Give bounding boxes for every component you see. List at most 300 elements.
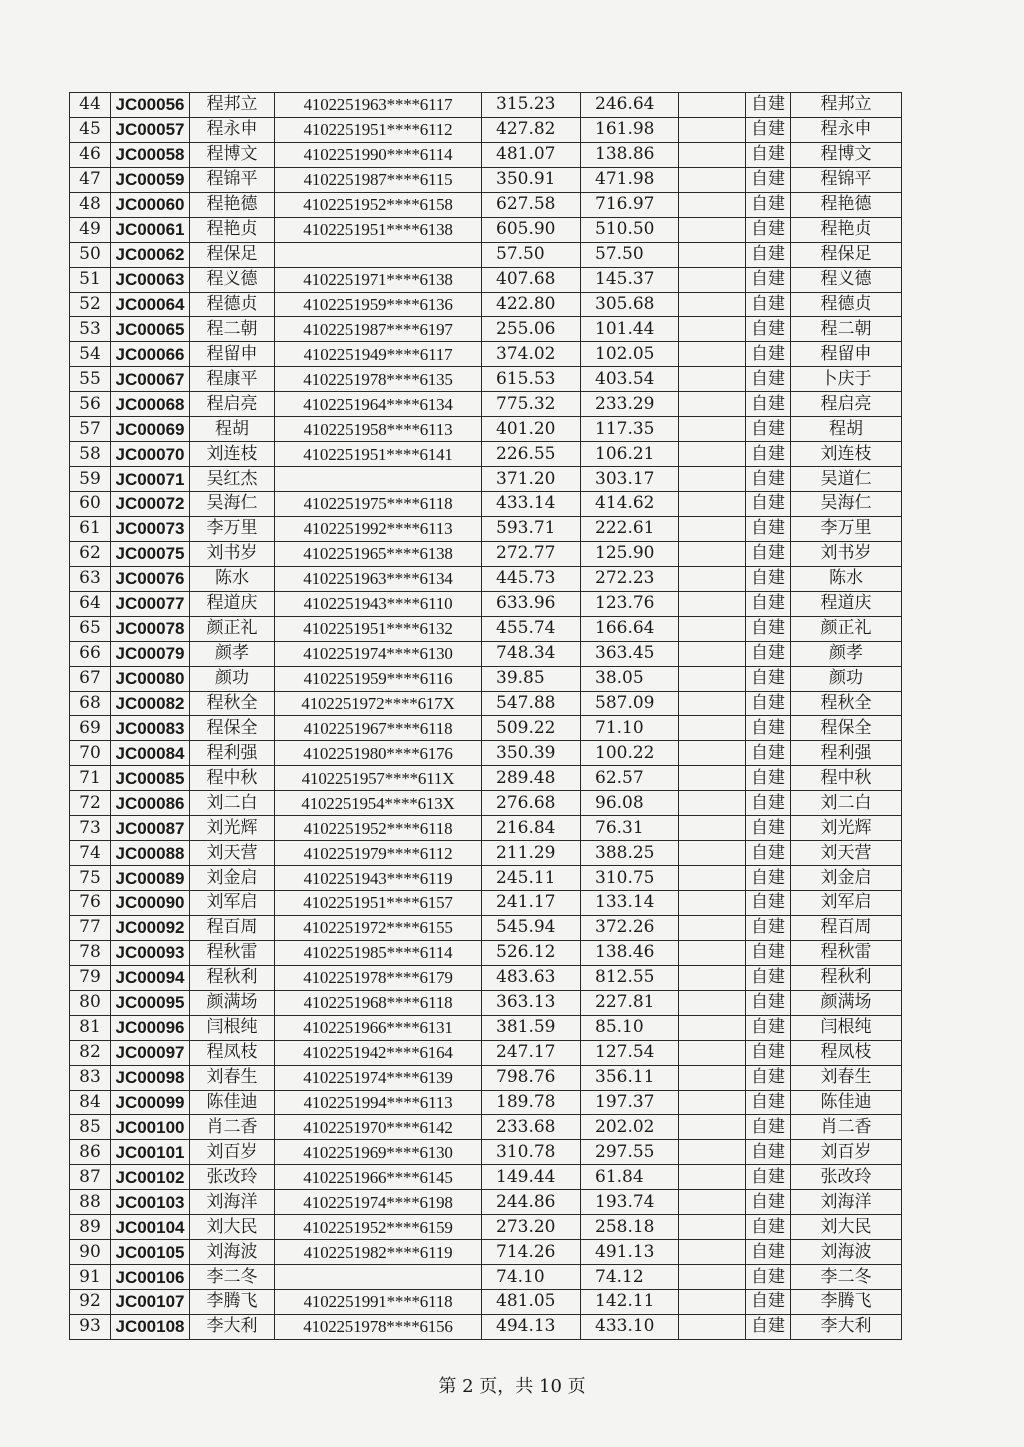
id-number-cell: 4102251966****6131 — [275, 1015, 482, 1040]
owner-cell: 颜满场 — [791, 990, 902, 1015]
area-1-cell: 407.68 — [482, 267, 581, 292]
id-number-cell: 4102251994****6113 — [275, 1090, 482, 1115]
row-index-cell: 69 — [70, 716, 111, 741]
area-1-cell: 273.20 — [482, 1215, 581, 1240]
record-code-cell: JC00057 — [111, 117, 190, 142]
area-2-cell: 372.26 — [581, 915, 679, 940]
row-index-cell: 90 — [70, 1240, 111, 1265]
record-code-cell: JC00108 — [111, 1314, 190, 1339]
area-2-cell: 102.05 — [581, 342, 679, 367]
table-row — [70, 1165, 902, 1190]
area-1-cell: 633.96 — [482, 591, 581, 616]
build-type-cell: 自建 — [746, 1240, 791, 1265]
area-2-cell: 471.98 — [581, 167, 679, 192]
id-number-cell: 4102251963****6117 — [275, 93, 482, 118]
table-row — [70, 616, 902, 641]
row-index-cell: 92 — [70, 1290, 111, 1315]
name-cell: 程永申 — [190, 117, 275, 142]
build-type-cell: 自建 — [746, 292, 791, 317]
build-type-cell: 自建 — [746, 342, 791, 367]
row-index-cell: 46 — [70, 142, 111, 167]
area-2-cell: 161.98 — [581, 117, 679, 142]
name-cell: 程义德 — [190, 267, 275, 292]
blank-cell — [679, 891, 746, 916]
name-cell: 刘春生 — [190, 1065, 275, 1090]
record-code-cell: JC00099 — [111, 1090, 190, 1115]
area-2-cell: 716.97 — [581, 192, 679, 217]
id-number-cell: 4102251958****6113 — [275, 417, 482, 442]
area-1-cell: 276.68 — [482, 791, 581, 816]
area-2-cell: 101.44 — [581, 317, 679, 342]
area-1-cell: 526.12 — [482, 940, 581, 965]
row-index-cell: 63 — [70, 566, 111, 591]
name-cell: 刘连枝 — [190, 442, 275, 467]
row-index-cell: 62 — [70, 541, 111, 566]
area-1-cell: 371.20 — [482, 467, 581, 492]
record-code-cell: JC00075 — [111, 541, 190, 566]
name-cell: 程秋雷 — [190, 940, 275, 965]
area-2-cell: 145.37 — [581, 267, 679, 292]
build-type-cell: 自建 — [746, 192, 791, 217]
area-2-cell: 272.23 — [581, 566, 679, 591]
build-type-cell: 自建 — [746, 392, 791, 417]
id-number-cell: 4102251971****6138 — [275, 267, 482, 292]
blank-cell — [679, 741, 746, 766]
table-row — [70, 1314, 902, 1339]
table-row — [70, 766, 902, 791]
row-index-cell: 72 — [70, 791, 111, 816]
row-index-cell: 79 — [70, 965, 111, 990]
record-code-cell: JC00094 — [111, 965, 190, 990]
id-number-cell: 4102251952****6118 — [275, 816, 482, 841]
row-index-cell: 80 — [70, 990, 111, 1015]
area-2-cell: 356.11 — [581, 1065, 679, 1090]
area-2-cell: 166.64 — [581, 616, 679, 641]
blank-cell — [679, 591, 746, 616]
owner-cell: 刘天营 — [791, 841, 902, 866]
row-index-cell: 73 — [70, 816, 111, 841]
area-2-cell: 202.02 — [581, 1115, 679, 1140]
id-number-cell: 4102251992****6113 — [275, 516, 482, 541]
area-1-cell: 433.14 — [482, 492, 581, 517]
owner-cell: 程秋利 — [791, 965, 902, 990]
blank-cell — [679, 292, 746, 317]
record-code-cell: JC00084 — [111, 741, 190, 766]
table-row — [70, 142, 902, 167]
area-1-cell: 627.58 — [482, 192, 581, 217]
owner-cell: 李万里 — [791, 516, 902, 541]
area-1-cell: 289.48 — [482, 766, 581, 791]
table-row — [70, 990, 902, 1015]
table-row — [70, 442, 902, 467]
area-2-cell: 74.12 — [581, 1265, 679, 1290]
owner-cell: 吴道仁 — [791, 467, 902, 492]
blank-cell — [679, 816, 746, 841]
name-cell: 程凤枝 — [190, 1040, 275, 1065]
area-1-cell: 363.13 — [482, 990, 581, 1015]
owner-cell: 程永申 — [791, 117, 902, 142]
owner-cell: 李腾飞 — [791, 1290, 902, 1315]
record-code-cell: JC00092 — [111, 915, 190, 940]
record-code-cell: JC00103 — [111, 1190, 190, 1215]
blank-cell — [679, 93, 746, 118]
row-index-cell: 48 — [70, 192, 111, 217]
table-row — [70, 891, 902, 916]
row-index-cell: 77 — [70, 915, 111, 940]
blank-cell — [679, 866, 746, 891]
row-index-cell: 55 — [70, 367, 111, 392]
area-2-cell: 246.64 — [581, 93, 679, 118]
area-1-cell: 226.55 — [482, 442, 581, 467]
name-cell: 李大利 — [190, 1314, 275, 1339]
row-index-cell: 68 — [70, 691, 111, 716]
record-code-cell: JC00062 — [111, 242, 190, 267]
table-row — [70, 492, 902, 517]
owner-cell: 程留申 — [791, 342, 902, 367]
table-row — [70, 716, 902, 741]
blank-cell — [679, 467, 746, 492]
row-index-cell: 78 — [70, 940, 111, 965]
record-code-cell: JC00060 — [111, 192, 190, 217]
name-cell: 程艳德 — [190, 192, 275, 217]
blank-cell — [679, 267, 746, 292]
record-code-cell: JC00064 — [111, 292, 190, 317]
area-1-cell: 483.63 — [482, 965, 581, 990]
build-type-cell: 自建 — [746, 217, 791, 242]
owner-cell: 刘书岁 — [791, 541, 902, 566]
build-type-cell: 自建 — [746, 891, 791, 916]
row-index-cell: 81 — [70, 1015, 111, 1040]
id-number-cell: 4102251968****6118 — [275, 990, 482, 1015]
row-index-cell: 51 — [70, 267, 111, 292]
build-type-cell: 自建 — [746, 866, 791, 891]
area-1-cell: 216.84 — [482, 816, 581, 841]
row-index-cell: 84 — [70, 1090, 111, 1115]
area-1-cell: 211.29 — [482, 841, 581, 866]
area-2-cell: 258.18 — [581, 1215, 679, 1240]
area-2-cell: 106.21 — [581, 442, 679, 467]
table-row — [70, 267, 902, 292]
row-index-cell: 86 — [70, 1140, 111, 1165]
blank-cell — [679, 1140, 746, 1165]
name-cell: 刘军启 — [190, 891, 275, 916]
build-type-cell: 自建 — [746, 417, 791, 442]
row-index-cell: 88 — [70, 1190, 111, 1215]
table-row — [70, 1215, 902, 1240]
name-cell: 程百周 — [190, 915, 275, 940]
id-number-cell: 4102251943****6110 — [275, 591, 482, 616]
row-index-cell: 93 — [70, 1314, 111, 1339]
id-number-cell — [275, 467, 482, 492]
row-index-cell: 45 — [70, 117, 111, 142]
build-type-cell: 自建 — [746, 791, 791, 816]
table-row — [70, 841, 902, 866]
name-cell: 程保全 — [190, 716, 275, 741]
blank-cell — [679, 915, 746, 940]
id-number-cell: 4102251951****6157 — [275, 891, 482, 916]
blank-cell — [679, 691, 746, 716]
id-number-cell: 4102251964****6134 — [275, 392, 482, 417]
name-cell: 程秋全 — [190, 691, 275, 716]
table-row — [70, 1090, 902, 1115]
owner-cell: 程邦立 — [791, 93, 902, 118]
name-cell: 程康平 — [190, 367, 275, 392]
blank-cell — [679, 442, 746, 467]
id-number-cell: 4102251952****6159 — [275, 1215, 482, 1240]
id-number-cell: 4102251942****6164 — [275, 1040, 482, 1065]
owner-cell: 程义德 — [791, 267, 902, 292]
table-row — [70, 1265, 902, 1290]
build-type-cell: 自建 — [746, 666, 791, 691]
table-row — [70, 965, 902, 990]
record-code-cell: JC00068 — [111, 392, 190, 417]
row-index-cell: 65 — [70, 616, 111, 641]
build-type-cell: 自建 — [746, 442, 791, 467]
name-cell: 陈水 — [190, 566, 275, 591]
blank-cell — [679, 1015, 746, 1040]
owner-cell: 程秋全 — [791, 691, 902, 716]
record-code-cell: JC00058 — [111, 142, 190, 167]
area-1-cell: 455.74 — [482, 616, 581, 641]
name-cell: 刘二白 — [190, 791, 275, 816]
build-type-cell: 自建 — [746, 242, 791, 267]
build-type-cell: 自建 — [746, 965, 791, 990]
table-row — [70, 1040, 902, 1065]
table-row — [70, 1115, 902, 1140]
name-cell: 程胡 — [190, 417, 275, 442]
area-1-cell: 481.05 — [482, 1290, 581, 1315]
area-1-cell: 547.88 — [482, 691, 581, 716]
name-cell: 颜正礼 — [190, 616, 275, 641]
row-index-cell: 74 — [70, 841, 111, 866]
build-type-cell: 自建 — [746, 816, 791, 841]
record-code-cell: JC00087 — [111, 816, 190, 841]
record-code-cell: JC00090 — [111, 891, 190, 916]
area-2-cell: 414.62 — [581, 492, 679, 517]
area-2-cell: 76.31 — [581, 816, 679, 841]
name-cell: 刘百岁 — [190, 1140, 275, 1165]
record-code-cell: JC00066 — [111, 342, 190, 367]
record-code-cell: JC00063 — [111, 267, 190, 292]
blank-cell — [679, 1165, 746, 1190]
id-number-cell: 4102251954****613X — [275, 791, 482, 816]
blank-cell — [679, 142, 746, 167]
table-row — [70, 915, 902, 940]
record-code-cell: JC00105 — [111, 1240, 190, 1265]
table-row — [70, 591, 902, 616]
name-cell: 程艳贞 — [190, 217, 275, 242]
area-1-cell: 57.50 — [482, 242, 581, 267]
table-row — [70, 741, 902, 766]
build-type-cell: 自建 — [746, 1090, 791, 1115]
area-2-cell: 96.08 — [581, 791, 679, 816]
blank-cell — [679, 716, 746, 741]
record-code-cell: JC00085 — [111, 766, 190, 791]
build-type-cell: 自建 — [746, 1215, 791, 1240]
area-2-cell: 222.61 — [581, 516, 679, 541]
table-row — [70, 417, 902, 442]
blank-cell — [679, 167, 746, 192]
table-row — [70, 866, 902, 891]
owner-cell: 程二朝 — [791, 317, 902, 342]
record-code-cell: JC00100 — [111, 1115, 190, 1140]
area-2-cell: 133.14 — [581, 891, 679, 916]
owner-cell: 刘连枝 — [791, 442, 902, 467]
table-row — [70, 791, 902, 816]
owner-cell: 程博文 — [791, 142, 902, 167]
area-2-cell: 123.76 — [581, 591, 679, 616]
build-type-cell: 自建 — [746, 1040, 791, 1065]
records-table-body — [70, 93, 902, 1340]
build-type-cell: 自建 — [746, 741, 791, 766]
name-cell: 陈佳迪 — [190, 1090, 275, 1115]
name-cell: 程利强 — [190, 741, 275, 766]
owner-cell: 刘军启 — [791, 891, 902, 916]
table-row — [70, 467, 902, 492]
area-2-cell: 62.57 — [581, 766, 679, 791]
build-type-cell: 自建 — [746, 117, 791, 142]
row-index-cell: 44 — [70, 93, 111, 118]
owner-cell: 刘海洋 — [791, 1190, 902, 1215]
id-number-cell: 4102251966****6145 — [275, 1165, 482, 1190]
build-type-cell: 自建 — [746, 1140, 791, 1165]
area-1-cell: 310.78 — [482, 1140, 581, 1165]
id-number-cell: 4102251978****6179 — [275, 965, 482, 990]
name-cell: 刘海波 — [190, 1240, 275, 1265]
area-2-cell: 100.22 — [581, 741, 679, 766]
name-cell: 李腾飞 — [190, 1290, 275, 1315]
name-cell: 程博文 — [190, 142, 275, 167]
area-1-cell: 481.07 — [482, 142, 581, 167]
area-1-cell: 149.44 — [482, 1165, 581, 1190]
table-row — [70, 1290, 902, 1315]
owner-cell: 卜庆于 — [791, 367, 902, 392]
record-code-cell: JC00071 — [111, 467, 190, 492]
blank-cell — [679, 242, 746, 267]
area-1-cell: 427.82 — [482, 117, 581, 142]
row-index-cell: 61 — [70, 516, 111, 541]
blank-cell — [679, 1290, 746, 1315]
row-index-cell: 89 — [70, 1215, 111, 1240]
area-2-cell: 297.55 — [581, 1140, 679, 1165]
owner-cell: 吴海仁 — [791, 492, 902, 517]
owner-cell: 张改玲 — [791, 1165, 902, 1190]
record-code-cell: JC00073 — [111, 516, 190, 541]
row-index-cell: 67 — [70, 666, 111, 691]
row-index-cell: 52 — [70, 292, 111, 317]
blank-cell — [679, 516, 746, 541]
owner-cell: 刘海波 — [791, 1240, 902, 1265]
owner-cell: 肖二香 — [791, 1115, 902, 1140]
table-row — [70, 192, 902, 217]
name-cell: 闫根纯 — [190, 1015, 275, 1040]
area-1-cell: 315.23 — [482, 93, 581, 118]
row-index-cell: 83 — [70, 1065, 111, 1090]
row-index-cell: 87 — [70, 1165, 111, 1190]
id-number-cell: 4102251951****6141 — [275, 442, 482, 467]
blank-cell — [679, 791, 746, 816]
area-1-cell: 422.80 — [482, 292, 581, 317]
blank-cell — [679, 616, 746, 641]
name-cell: 程道庆 — [190, 591, 275, 616]
name-cell: 程留申 — [190, 342, 275, 367]
record-code-cell: JC00069 — [111, 417, 190, 442]
row-index-cell: 91 — [70, 1265, 111, 1290]
blank-cell — [679, 965, 746, 990]
name-cell: 程启亮 — [190, 392, 275, 417]
build-type-cell: 自建 — [746, 1165, 791, 1190]
name-cell: 程保足 — [190, 242, 275, 267]
table-row — [70, 691, 902, 716]
name-cell: 吴海仁 — [190, 492, 275, 517]
owner-cell: 程百周 — [791, 915, 902, 940]
table-row — [70, 566, 902, 591]
record-code-cell: JC00082 — [111, 691, 190, 716]
area-2-cell: 71.10 — [581, 716, 679, 741]
blank-cell — [679, 1065, 746, 1090]
table-row — [70, 1240, 902, 1265]
area-2-cell: 491.13 — [581, 1240, 679, 1265]
record-code-cell: JC00077 — [111, 591, 190, 616]
blank-cell — [679, 417, 746, 442]
area-1-cell: 615.53 — [482, 367, 581, 392]
name-cell: 张改玲 — [190, 1165, 275, 1190]
table-row — [70, 367, 902, 392]
owner-cell: 程保足 — [791, 242, 902, 267]
area-1-cell: 798.76 — [482, 1065, 581, 1090]
record-code-cell: JC00101 — [111, 1140, 190, 1165]
row-index-cell: 75 — [70, 866, 111, 891]
owner-cell: 程秋雷 — [791, 940, 902, 965]
row-index-cell: 58 — [70, 442, 111, 467]
id-number-cell: 4102251978****6135 — [275, 367, 482, 392]
row-index-cell: 82 — [70, 1040, 111, 1065]
area-1-cell: 233.68 — [482, 1115, 581, 1140]
area-2-cell: 587.09 — [581, 691, 679, 716]
blank-cell — [679, 940, 746, 965]
record-code-cell: JC00078 — [111, 616, 190, 641]
name-cell: 刘金启 — [190, 866, 275, 891]
record-code-cell: JC00098 — [111, 1065, 190, 1090]
id-number-cell: 4102251985****6114 — [275, 940, 482, 965]
id-number-cell: 4102251957****611X — [275, 766, 482, 791]
area-2-cell: 388.25 — [581, 841, 679, 866]
id-number-cell: 4102251951****6138 — [275, 217, 482, 242]
area-2-cell: 510.50 — [581, 217, 679, 242]
owner-cell: 李大利 — [791, 1314, 902, 1339]
owner-cell: 刘春生 — [791, 1065, 902, 1090]
blank-cell — [679, 766, 746, 791]
id-number-cell: 4102251990****6114 — [275, 142, 482, 167]
row-index-cell: 49 — [70, 217, 111, 242]
name-cell: 肖二香 — [190, 1115, 275, 1140]
record-code-cell: JC00067 — [111, 367, 190, 392]
area-1-cell: 245.11 — [482, 866, 581, 891]
blank-cell — [679, 566, 746, 591]
blank-cell — [679, 367, 746, 392]
name-cell: 李二冬 — [190, 1265, 275, 1290]
record-code-cell: JC00104 — [111, 1215, 190, 1240]
name-cell: 程中秋 — [190, 766, 275, 791]
table-row — [70, 93, 902, 118]
row-index-cell: 59 — [70, 467, 111, 492]
name-cell: 吴红杰 — [190, 467, 275, 492]
table-row — [70, 317, 902, 342]
area-1-cell: 509.22 — [482, 716, 581, 741]
owner-cell: 程胡 — [791, 417, 902, 442]
area-2-cell: 127.54 — [581, 1040, 679, 1065]
record-code-cell: JC00096 — [111, 1015, 190, 1040]
